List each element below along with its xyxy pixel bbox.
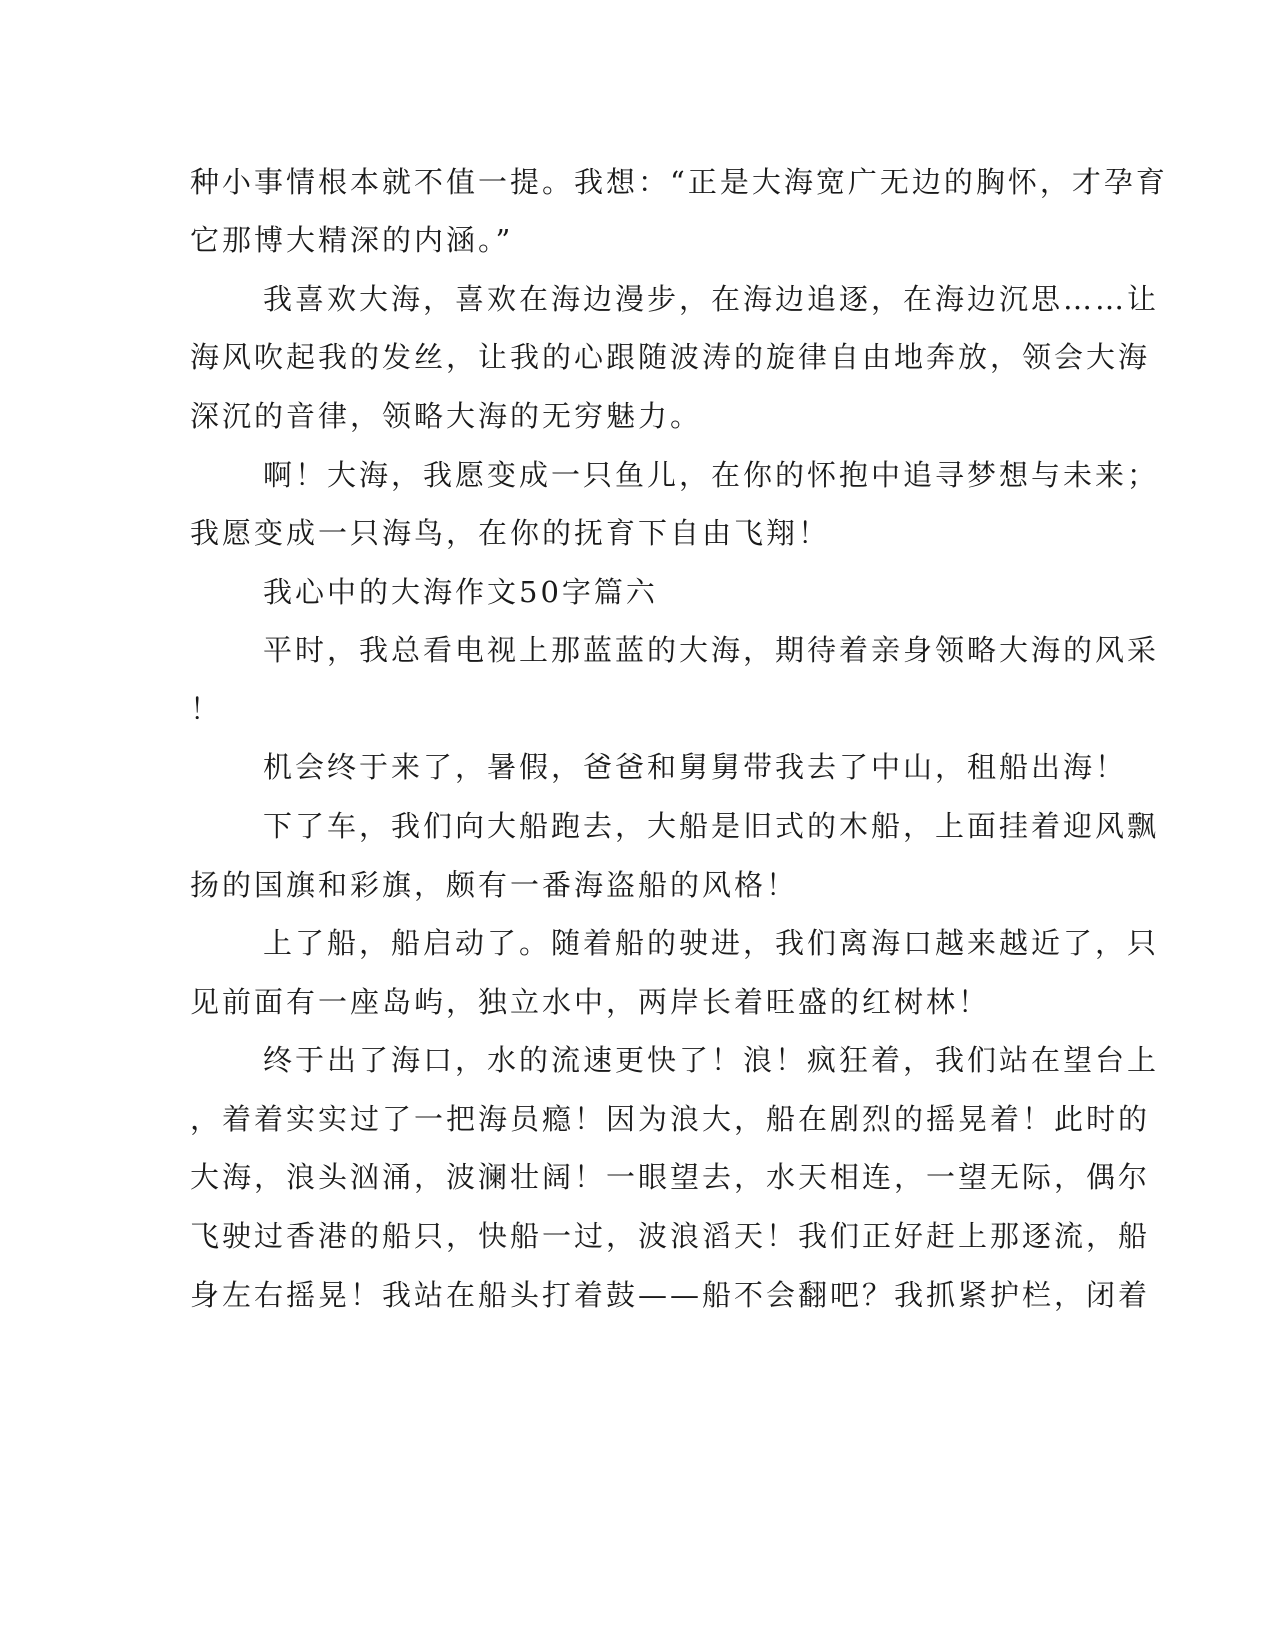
- text-line: 海风吹起我的发丝，让我的心跟随波涛的旋律自由地奔放，领会大海: [190, 340, 1151, 374]
- text-line: 种小事情根本就不值一提。我想：“正是大海宽广无边的胸怀，才孕育: [190, 165, 1168, 199]
- text-line: 大海，浪头汹涌，波澜壮阔！一眼望去，水天相连，一望无际，偶尔: [190, 1160, 1151, 1194]
- text-line: 深沉的音律，领略大海的无穷魅力。: [190, 399, 703, 433]
- text-line: ，着着实实过了一把海员瘾！因为浪大，船在剧烈的摇晃着！此时的: [190, 1102, 1151, 1136]
- paragraph-line: 上了船，船启动了。随着船的驶进，我们离海口越来越近了，只: [263, 926, 1160, 960]
- paragraph-line: 我喜欢大海，喜欢在海边漫步，在海边追逐，在海边沉思……让: [263, 282, 1160, 316]
- paragraph-line: 终于出了海口，水的流速更快了！浪！疯狂着，我们站在望台上: [263, 1043, 1160, 1077]
- paragraph-line: 机会终于来了，暑假，爸爸和舅舅带我去了中山，租船出海！: [263, 750, 1128, 784]
- text-line: 身左右摇晃！我站在船头打着鼓——船不会翻吧？我抓紧护栏，闭着: [190, 1278, 1151, 1312]
- text-line: 飞驶过香港的船只，快船一过，波浪滔天！我们正好赶上那逐流，船: [190, 1219, 1151, 1253]
- section-heading: 我心中的大海作文50字篇六: [263, 575, 658, 609]
- paragraph-line: 啊！大海，我愿变成一只鱼儿，在你的怀抱中追寻梦想与未来；: [263, 458, 1160, 492]
- paragraph-line: 下了车，我们向大船跑去，大船是旧式的木船，上面挂着迎风飘: [263, 809, 1160, 843]
- text-line: 见前面有一座岛屿，独立水中，两岸长着旺盛的红树林！: [190, 985, 991, 1019]
- paragraph-line: 平时，我总看电视上那蓝蓝的大海，期待着亲身领略大海的风采: [263, 633, 1160, 667]
- text-line: 扬的国旗和彩旗，颇有一番海盗船的风格！: [190, 868, 799, 902]
- text-line: ！: [190, 692, 223, 726]
- text-line: 我愿变成一只海鸟，在你的抚育下自由飞翔！: [190, 516, 831, 550]
- text-line: 它那博大精深的内涵。”: [190, 223, 514, 257]
